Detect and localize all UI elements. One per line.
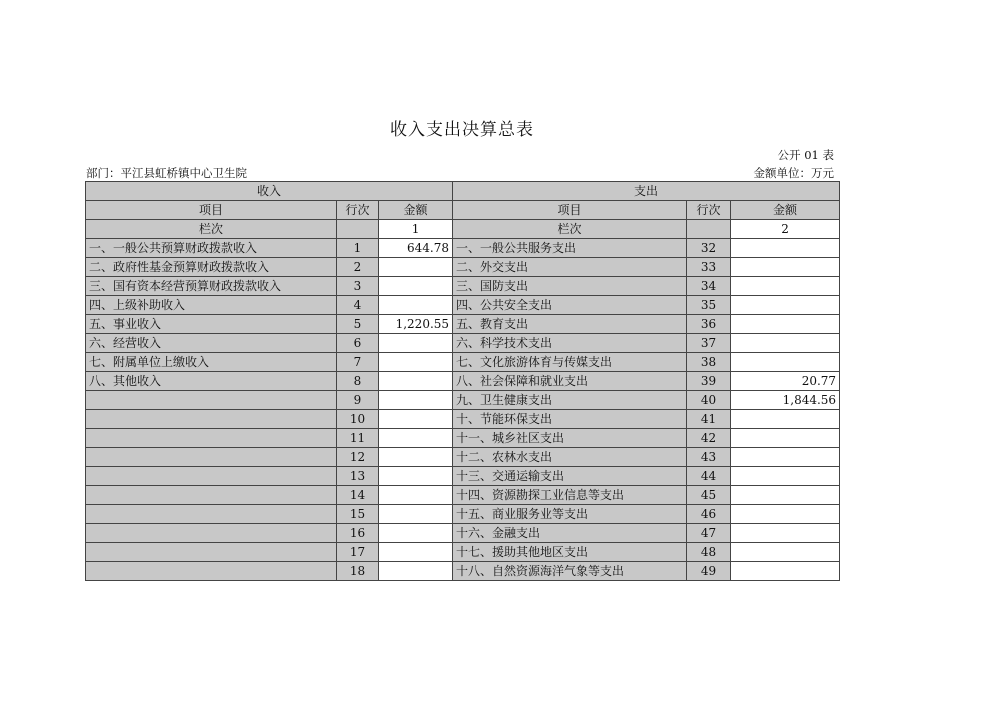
income-item-cell [86,486,337,505]
income-amount-cell: 1,220.55 [379,315,453,334]
expense-item-cell: 十二、农林水支出 [453,448,687,467]
income-amount-cell [379,562,453,581]
expense-amount-cell: 20.77 [731,372,840,391]
expense-row-number: 40 [687,391,731,410]
income-item-cell [86,467,337,486]
expense-item-cell: 五、教育支出 [453,315,687,334]
income-row-number: 4 [337,296,379,315]
expense-item-cell: 十八、自然资源海洋气象等支出 [453,562,687,581]
income-column-number: 1 [379,220,453,239]
table-row [86,429,840,448]
expense-item-cell: 七、文化旅游体育与传媒支出 [453,353,687,372]
expense-row-number: 46 [687,505,731,524]
expense-row-number: 34 [687,277,731,296]
expense-rowno-blank [687,220,731,239]
income-amount-cell [379,467,453,486]
income-row-number: 12 [337,448,379,467]
income-amount-cell [379,334,453,353]
income-item-cell: 三、国有资本经营预算财政拨款收入 [86,277,337,296]
table-row [86,258,840,277]
income-row-number: 9 [337,391,379,410]
income-item-cell: 六、经营收入 [86,334,337,353]
expense-amount-cell [731,448,840,467]
expense-amount-cell [731,334,840,353]
expense-amount-cell [731,429,840,448]
table-row [86,239,840,258]
income-amount-cell [379,258,453,277]
income-expense-table [85,181,840,581]
expense-row-number: 42 [687,429,731,448]
income-item-cell: 四、上级补助收入 [86,296,337,315]
expense-row-number: 47 [687,524,731,543]
income-item-cell [86,543,337,562]
expense-row-number: 44 [687,467,731,486]
income-column-label: 栏次 [86,220,337,239]
income-rowno-blank [337,220,379,239]
income-item-cell [86,410,337,429]
income-row-number: 3 [337,277,379,296]
income-item-cell [86,505,337,524]
expense-item-cell: 三、国防支出 [453,277,687,296]
expense-column-number: 2 [731,220,840,239]
expense-section-header: 支出 [453,182,840,201]
table-row [86,562,840,581]
income-row-number: 11 [337,429,379,448]
income-section-header: 收入 [86,182,453,201]
income-item-cell: 二、政府性基金预算财政拨款收入 [86,258,337,277]
expense-row-number: 35 [687,296,731,315]
expense-amount-cell [731,239,840,258]
expense-item-cell: 八、社会保障和就业支出 [453,372,687,391]
income-row-number: 2 [337,258,379,277]
income-row-number: 14 [337,486,379,505]
expense-amount-cell [731,486,840,505]
expense-amount-cell [731,277,840,296]
expense-item-cell: 一、一般公共服务支出 [453,239,687,258]
expense-row-number: 43 [687,448,731,467]
income-amount-cell [379,410,453,429]
expense-item-cell: 十五、商业服务业等支出 [453,505,687,524]
expense-item-cell: 二、外交支出 [453,258,687,277]
income-amount-cell [379,448,453,467]
income-item-cell: 五、事业收入 [86,315,337,334]
form-number: 公开 01 表 [777,148,834,162]
income-row-number: 17 [337,543,379,562]
income-amount-cell [379,505,453,524]
expense-amount-cell [731,562,840,581]
income-item-cell [86,391,337,410]
expense-row-number: 36 [687,315,731,334]
table-row [86,277,840,296]
expense-item-cell: 十一、城乡社区支出 [453,429,687,448]
expense-amount-cell [731,467,840,486]
income-row-number: 18 [337,562,379,581]
expense-item-cell: 六、科学技术支出 [453,334,687,353]
income-amount-header: 金额 [379,201,453,220]
table-body [86,239,840,581]
department-label: 部门：平江县虹桥镇中心卫生院 [86,166,247,180]
income-rowno-header: 行次 [337,201,379,220]
income-row-number: 13 [337,467,379,486]
amount-unit-label: 金额单位：万元 [753,166,834,180]
expense-row-number: 37 [687,334,731,353]
expense-amount-cell [731,524,840,543]
column-header-row [86,201,840,220]
section-header-row [86,182,840,201]
expense-item-cell: 九、卫生健康支出 [453,391,687,410]
expense-amount-cell [731,410,840,429]
table-row [86,524,840,543]
income-amount-cell [379,524,453,543]
income-row-number: 6 [337,334,379,353]
income-amount-cell [379,353,453,372]
expense-row-number: 39 [687,372,731,391]
page-title: 收入支出决算总表 [390,120,534,140]
income-item-cell: 七、附属单位上缴收入 [86,353,337,372]
expense-item-cell: 十七、援助其他地区支出 [453,543,687,562]
expense-row-number: 41 [687,410,731,429]
income-row-number: 8 [337,372,379,391]
expense-row-number: 38 [687,353,731,372]
income-amount-cell [379,391,453,410]
expense-item-cell: 四、公共安全支出 [453,296,687,315]
expense-item-cell: 十六、金融支出 [453,524,687,543]
income-item-cell: 八、其他收入 [86,372,337,391]
expense-amount-cell [731,258,840,277]
income-row-number: 10 [337,410,379,429]
income-row-number: 1 [337,239,379,258]
expense-amount-cell [731,543,840,562]
income-row-number: 7 [337,353,379,372]
income-item-cell [86,429,337,448]
table-row [86,334,840,353]
table-row [86,410,840,429]
table-row [86,486,840,505]
income-amount-cell [379,372,453,391]
column-number-row [86,220,840,239]
income-item-cell [86,524,337,543]
income-item-cell: 一、一般公共预算财政拨款收入 [86,239,337,258]
income-amount-cell [379,296,453,315]
table-row [86,543,840,562]
table-row [86,448,840,467]
expense-rowno-header: 行次 [687,201,731,220]
expense-item-cell: 十三、交通运输支出 [453,467,687,486]
expense-item-cell: 十、节能环保支出 [453,410,687,429]
income-amount-cell [379,277,453,296]
expense-row-number: 49 [687,562,731,581]
income-item-header: 项目 [86,201,337,220]
income-row-number: 16 [337,524,379,543]
expense-row-number: 32 [687,239,731,258]
expense-row-number: 45 [687,486,731,505]
income-row-number: 5 [337,315,379,334]
expense-amount-cell [731,296,840,315]
expense-amount-cell [731,505,840,524]
income-item-cell [86,448,337,467]
income-row-number: 15 [337,505,379,524]
expense-amount-cell [731,315,840,334]
table-row [86,505,840,524]
expense-amount-header: 金额 [731,201,840,220]
income-amount-cell [379,543,453,562]
income-item-cell [86,562,337,581]
table-row [86,315,840,334]
expense-amount-cell: 1,844.56 [731,391,840,410]
expense-item-cell: 十四、资源勘探工业信息等支出 [453,486,687,505]
income-amount-cell [379,486,453,505]
expense-column-label: 栏次 [453,220,687,239]
table-row [86,391,840,410]
expense-amount-cell [731,353,840,372]
income-amount-cell: 644.78 [379,239,453,258]
income-amount-cell [379,429,453,448]
expense-row-number: 33 [687,258,731,277]
table-row [86,353,840,372]
table-row [86,372,840,391]
expense-item-header: 项目 [453,201,687,220]
expense-row-number: 48 [687,543,731,562]
table-row [86,296,840,315]
table-row [86,467,840,486]
